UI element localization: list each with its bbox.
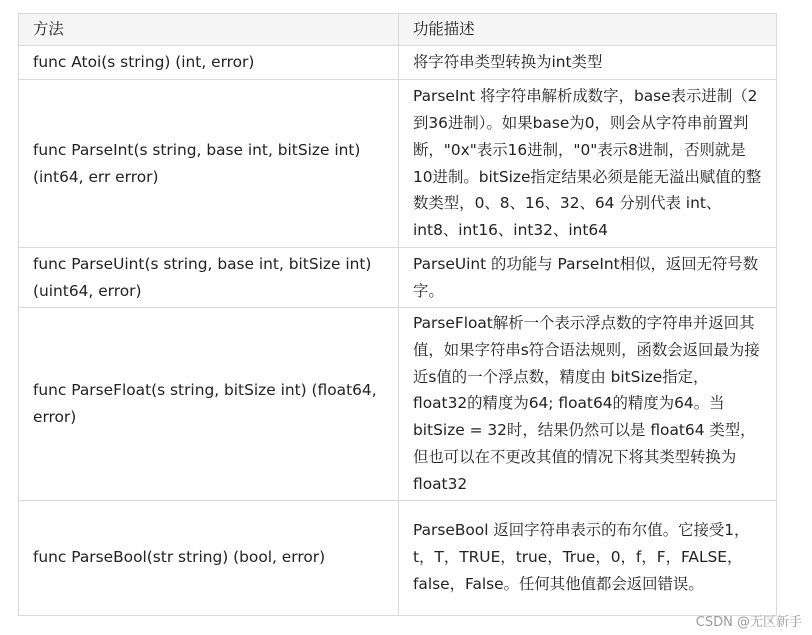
description-cell: ParseBool 返回字符串表示的布尔值。它接受1，t，T，TRUE，true，True，0，f，F，FALSE，false，False。任何其他值都会返回错误。	[399, 500, 777, 615]
description-cell: 将字符串类型转换为int类型	[399, 46, 777, 80]
method-cell: func ParseFloat(s string, bitSize int) (float64, error)	[19, 308, 399, 501]
header-row	[19, 14, 777, 46]
table-row	[19, 80, 777, 248]
method-cell: func ParseUint(s string, base int, bitSize int) (uint64, error)	[19, 248, 399, 308]
header-method: 方法	[19, 14, 399, 46]
description-cell: ParseUint 的功能与 ParseInt相似，返回无符号数字。	[399, 248, 777, 308]
table-row	[19, 248, 777, 308]
table-row	[19, 308, 777, 501]
table-row	[19, 46, 777, 80]
table-row	[19, 500, 777, 615]
strconv-functions-table	[18, 13, 777, 616]
csdn-watermark: CSDN @无区新手	[695, 615, 802, 630]
method-cell: func Atoi(s string) (int, error)	[19, 46, 399, 80]
method-cell: func ParseInt(s string, base int, bitSize int) (int64, err error)	[19, 80, 399, 248]
table-header	[19, 14, 777, 46]
method-cell: func ParseBool(str string) (bool, error)	[19, 500, 399, 615]
table-body	[19, 46, 777, 616]
description-cell: ParseInt 将字符串解析成数字，base表示进制（2到36进制）。如果base为0，则会从字符串前置判断，"0x"表示16进制，"0"表示8进制，否则就是10进制。bitSize指定结果必须是能无溢出赋值的整数类型，0、8、16、32、64 分别代表 int、int8、int16、int32、int64	[399, 80, 777, 248]
header-description: 功能描述	[399, 14, 777, 46]
description-cell: ParseFloat解析一个表示浮点数的字符串并返回其值，如果字符串s符合语法规则，函数会返回最为接近s值的一个浮点数，精度由 bitSize指定，float32的精度为64; float64的精度为64。当 bitSize = 32时，结果仍然可以是 float64 类型，但也可以在不更改其值的情况下将其类型转换为 float32	[399, 308, 777, 501]
